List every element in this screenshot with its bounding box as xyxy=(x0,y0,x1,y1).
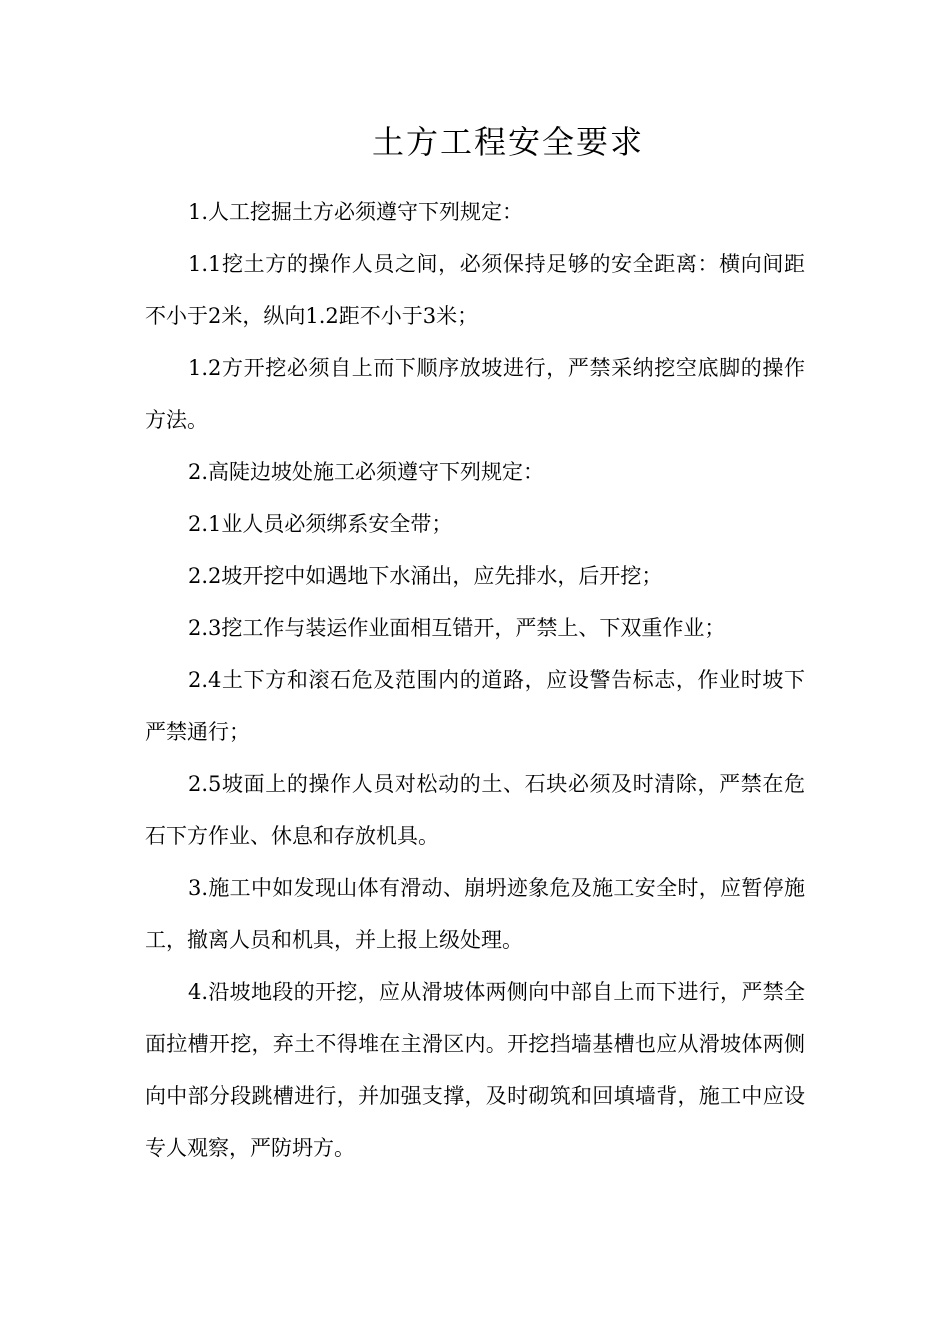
paragraph-2: 2.高陡边坡处施工必须遵守下列规定： xyxy=(188,460,545,484)
paragraph-1-2: 1.2方开挖必须自上而下顺序放坡进行，严禁采纳挖空底脚的操作方法。 xyxy=(145,356,805,432)
paragraph-2-5: 2.5坡面上的操作人员对松动的土、石块必须及时清除，严禁在危石下方作业、休息和存放机具。 xyxy=(145,772,805,848)
paragraph-2-1: 2.1业人员必须绑系安全带； xyxy=(188,512,453,536)
paragraph-2-2: 2.2坡开挖中如遇地下水涌出，应先排水，后开挖； xyxy=(188,564,663,588)
paragraph-2-3: 2.3挖工作与装运作业面相互错开，严禁上、下双重作业； xyxy=(188,616,726,640)
paragraph-2-4: 2.4土下方和滚石危及范围内的道路，应设警告标志，作业时坡下严禁通行； xyxy=(145,668,805,744)
paragraph-1: 1.人工挖掘土方必须遵守下列规定： xyxy=(188,200,524,224)
document-title: 土方工程安全要求 xyxy=(371,123,644,161)
paragraph-4: 4.沿坡地段的开挖，应从滑坡体两侧向中部自上而下进行，严禁全面拉槽开挖，弃土不得堆在主滑区内。开挖挡墙基槽也应从滑坡体两侧向中部分段跳槽进行，并加强支撑，及时砌筑和回填墙背，施工中应设专人观察，严防坍方。 xyxy=(145,980,805,1160)
document-body xyxy=(145,186,805,1174)
paragraph-1-1: 1.1挖土方的操作人员之间，必须保持足够的安全距离：横向间距不小于2米，纵向1.2距不小于3米； xyxy=(145,252,805,328)
paragraph-3: 3.施工中如发现山体有滑动、崩坍迹象危及施工安全时，应暂停施工，撤离人员和机具，并上报上级处理。 xyxy=(145,876,805,952)
